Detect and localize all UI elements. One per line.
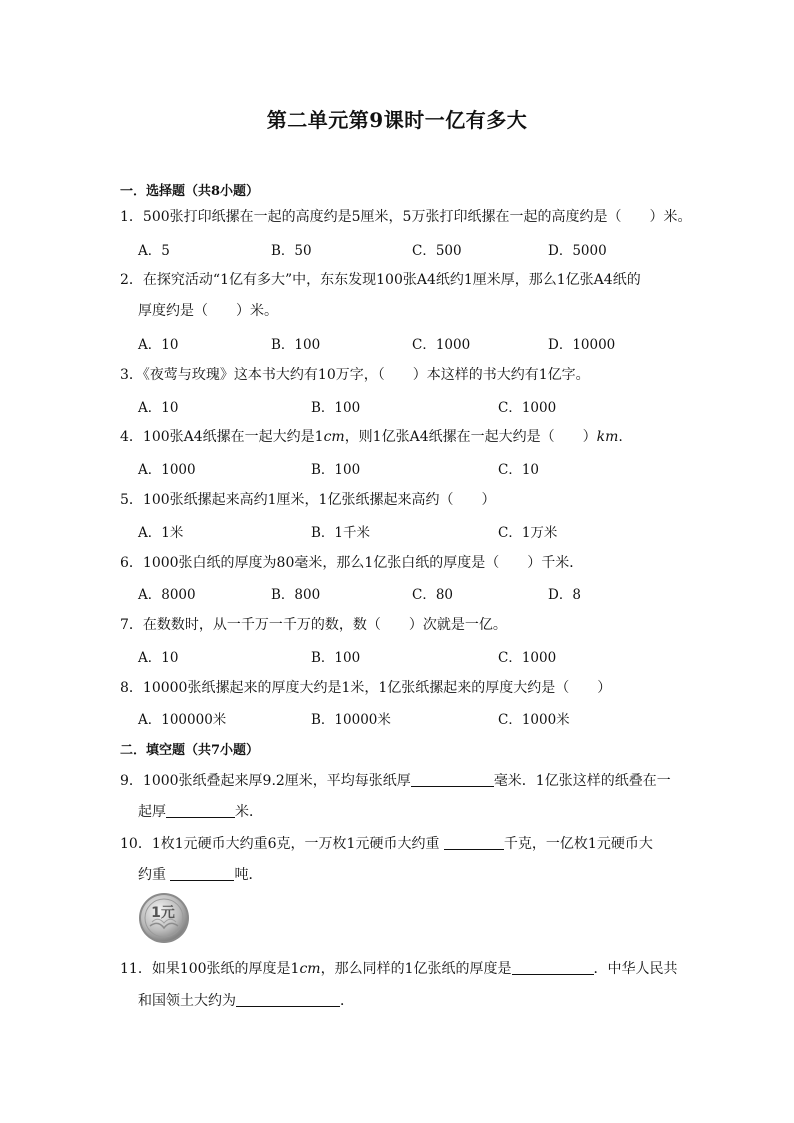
q9-text-part-1: 9．1000张纸叠起来厚9.2厘米，平均每张纸厚 [120,773,411,789]
q5-option-a: A．1米 [138,525,184,541]
q10-text-part-1: 10．1枚1元硬币大约重6克，一万枚1元硬币大约重 [120,836,444,852]
q11-unit-cm: cm [299,961,321,977]
q7-option-a: A．10 [138,650,179,666]
q7-option-b: B．100 [311,650,361,666]
q5-option-c: C．1万米 [498,525,558,541]
page-title: 第二单元第9课时一亿有多大 [266,108,528,132]
question-8: 8．10000张纸摞起来的厚度大约是1米，1亿张纸摞起来的厚度大约是（ ） [120,680,612,696]
question-2-line-1: 2．在探究活动“1亿有多大”中，东东发现100张A4纸约1厘米厚，那么1亿张A4纸的 [120,272,641,288]
q8-option-c: C．1000米 [498,712,570,728]
q2-option-c: C．1000 [412,337,471,353]
question-4 [120,426,623,446]
question-9-line-2 [138,801,263,821]
q11-text-part-2: ，那么同样的1亿张纸的厚度是 [320,961,512,977]
section-fill-heading: 二．填空题（共7小题） [120,743,260,758]
question-1: 1．500张打印纸摞在一起的高度约是5厘米，5万张打印纸摞在一起的高度约是（ ）米。 [120,209,692,225]
q1-option-b: B．50 [271,243,312,259]
question-10-line-2 [138,864,262,884]
q11-text-part-1: 11．如果100张纸的厚度是1 [120,961,300,977]
q6-option-a: A．8000 [138,587,196,603]
q4-unit-km: km [596,429,619,445]
q4-option-b: B．100 [311,462,361,478]
question-7: 7．在数数时，从一千万一千万的数，数（ ）次就是一亿。 [120,617,507,633]
q11-answer-blank-1[interactable] [512,960,594,975]
q3-option-c: C．1000 [498,400,557,416]
q10-text-part-3: 约重 [138,867,171,883]
q2-option-a: A．10 [138,337,179,353]
q3-option-a: A．10 [138,400,179,416]
q9-answer-blank-2[interactable] [166,803,235,818]
question-2-line-2: 厚度约是（ ）米。 [138,303,278,319]
coin-label: 1元 [151,905,175,921]
q10-answer-blank-2[interactable] [170,866,234,881]
q9-answer-blank-1[interactable] [411,772,494,787]
question-5: 5．100张纸摞起来高约1厘米，1亿张纸摞起来高约（ ） [120,492,496,508]
question-6: 6．1000张白纸的厚度为80毫米，那么1亿张白纸的厚度是（ ）千米． [120,555,584,571]
q4-option-a: A．1000 [138,462,196,478]
q11-text-part-3: ．中华人民共 [593,961,678,977]
q4-option-c: C．10 [498,462,540,478]
q6-option-d: D．8 [548,587,581,603]
q4-text-part-1: 4．100张A4纸摞在一起大约是1 [120,429,324,445]
q11-text-part-5: ． [340,993,354,1009]
q9-text-part-2: 毫米．1亿张这样的纸叠在一 [493,773,671,789]
q8-option-a: A．100000米 [138,712,227,728]
q9-text-part-3: 起厚 [138,804,166,820]
section-choice-heading: 一．选择题（共8小题） [120,184,260,199]
q5-option-b: B．1千米 [311,525,371,541]
q1-option-c: C．500 [412,243,462,259]
q2-option-b: B．100 [271,337,321,353]
q10-answer-blank-1[interactable] [444,835,504,850]
q10-text-part-2: 千克，一亿枚1元硬币大 [503,836,653,852]
q11-answer-blank-2[interactable] [236,992,340,1007]
q8-option-b: B．10000米 [311,712,391,728]
q7-option-c: C．1000 [498,650,557,666]
question-3: 3．《夜莺与玫瑰》这本书大约有10万字，（ ）本这样的书大约有1亿字。 [120,367,590,383]
one-yuan-coin-image [138,892,190,944]
q9-text-part-4: 米． [235,804,263,820]
q4-text-part-3: . [618,429,623,445]
question-10-line-1 [120,833,653,853]
question-11-line-2 [138,990,354,1010]
q3-option-b: B．100 [311,400,361,416]
q1-option-a: A．5 [138,243,170,259]
q6-option-b: B．800 [271,587,321,603]
q4-text-part-2: ，则1亿张A4纸摞在一起大约是（ ） [344,429,597,445]
q6-option-c: C．80 [412,587,454,603]
q2-option-d: D．10000 [548,337,616,353]
q1-option-d: D．5000 [548,243,607,259]
q4-unit-cm: cm [323,429,345,445]
question-9-line-1 [120,770,671,790]
question-11-line-1 [120,958,678,978]
q11-text-part-4: 和国领土大约为 [138,993,236,1009]
q10-text-part-4: 吨． [234,867,263,883]
